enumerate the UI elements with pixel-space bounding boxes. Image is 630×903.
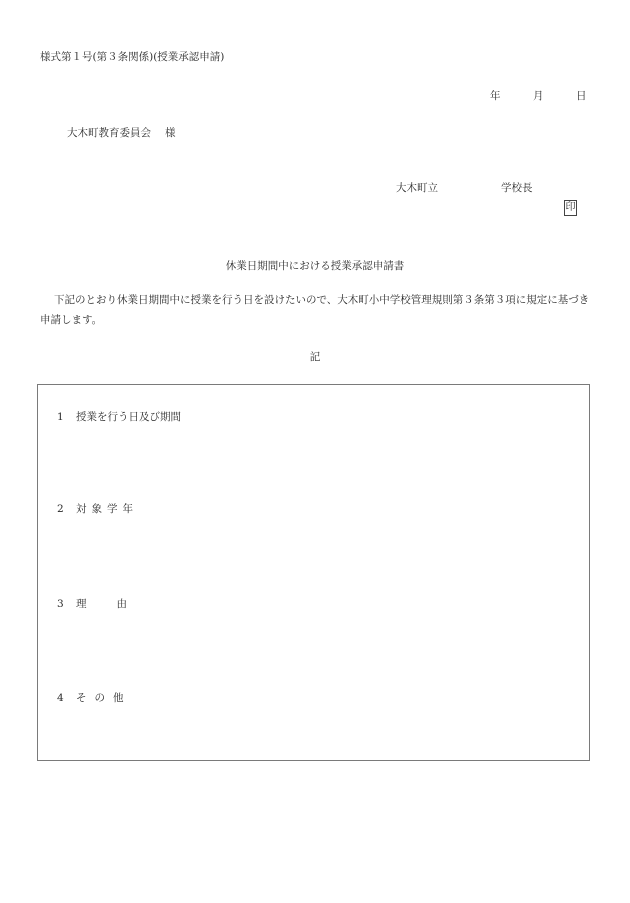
sender-title: 学校長 xyxy=(501,182,533,194)
date-year-label: 年 xyxy=(490,90,501,102)
document-body: 下記のとおり休業日期間中に授業を行う日を設けたいので、大木町小中学校管理規則第３条第３項に規定に基づき申請します。 xyxy=(40,294,590,326)
item-reason xyxy=(57,596,127,611)
date-month-label: 月 xyxy=(533,90,544,102)
addressee xyxy=(67,125,176,140)
item-dates-period xyxy=(57,409,181,424)
addressee-name: 大木町教育委員会 xyxy=(67,127,151,139)
item-number: 4 xyxy=(57,692,64,704)
ki-heading: 記 xyxy=(309,351,321,363)
item-number: 3 xyxy=(57,598,64,610)
item-number: 1 xyxy=(57,411,64,423)
item-other xyxy=(57,690,132,705)
items-box xyxy=(37,384,590,761)
item-label: 授業を行う日及び期間 xyxy=(76,411,181,423)
sender-school: 大木町立 xyxy=(396,182,438,194)
item-number: 2 xyxy=(57,503,64,515)
item-label: 対象学年 xyxy=(76,503,138,515)
item-label: その他 xyxy=(76,692,132,704)
form-number: 様式第１号(第３条関係)(授業承認申請) xyxy=(40,51,225,63)
document-title xyxy=(0,258,630,273)
item-label-part2: 由 xyxy=(116,598,127,610)
date-line xyxy=(0,88,630,102)
document-title-text: 休業日期間中における授業承認申請書 xyxy=(225,260,405,272)
seal-stamp-box: 印 xyxy=(564,200,577,216)
item-label-part1: 理 xyxy=(76,598,87,610)
date-day-label: 日 xyxy=(576,90,587,102)
item-target-grade xyxy=(57,501,138,516)
addressee-honorific: 様 xyxy=(165,127,176,139)
